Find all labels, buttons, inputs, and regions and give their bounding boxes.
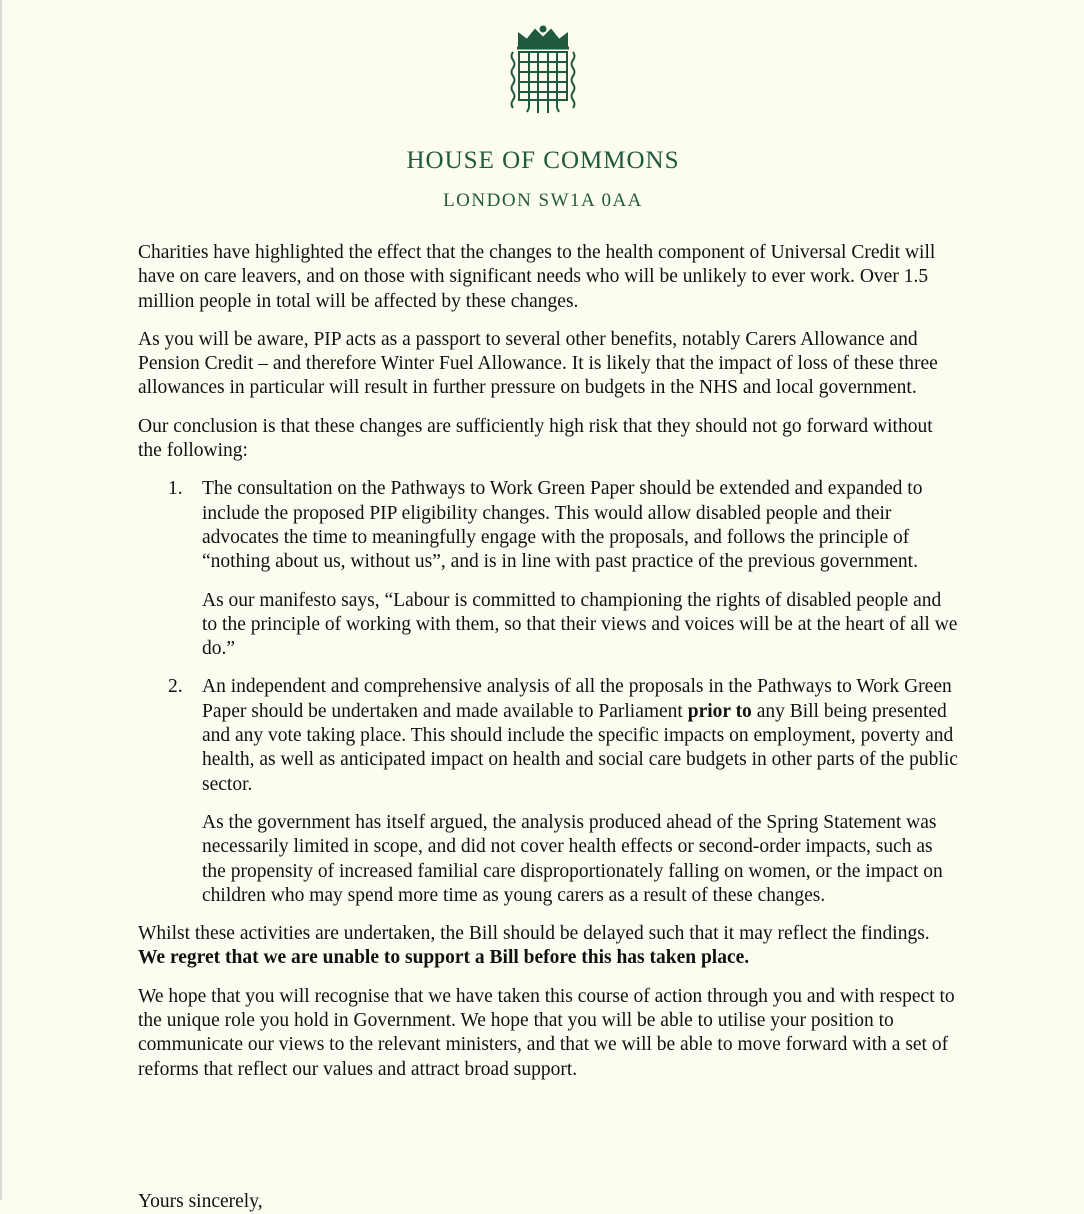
- paragraph-1: Charities have highlighted the effect that the changes to the health component of Universal Credit will have on care leavers, and on those with significant needs who will be unlikely to ever work. Over 1.5 million people in total will be affected by these changes.: [138, 242, 936, 312]
- list-item-2-text: [202, 675, 958, 796]
- list-number-1: 1.: [168, 478, 183, 500]
- list-item-2-text-bold: prior to: [687, 700, 752, 722]
- list-item-1: [138, 477, 958, 661]
- list-item-2-text-after: any Bill being presented and any vote taking place. This should include the specific impacts on employment, poverty and health, as well as anticipated impact on health and social care budgets in other parts of the public sector.: [202, 700, 958, 795]
- portcullis-crest-icon: [505, 26, 581, 118]
- list-item-2-text-before: An independent and comprehensive analysis of all the proposals in the Pathways to Work Green Paper should be undertaken and made available to Parliament: [202, 676, 952, 722]
- list-item-1-text: The consultation on the Pathways to Work Green Paper should be extended and expanded to include the proposed PIP eligibility changes. This would allow disabled people and their advocates the time to meaningfully engage with the proposals, and follows the principle of “nothing about us, without us”, and is in line with past practice of the previous government.: [202, 478, 923, 573]
- list-item-2-sub: As the government has itself argued, the analysis produced ahead of the Spring Statement was necessarily limited in scope, and did not cover health effects or second-order impacts, such as the propensity of increased familial care disproportionately falling on women, or the impact on children who may spend more time as young carers as a result of these changes.: [202, 811, 943, 906]
- paragraph-4: [138, 922, 958, 971]
- list-item-1-sub: As our manifesto says, “Labour is committed to championing the rights of disabled people and to the principle of working with them, so that their views and voices will be at the heart of all we do.”: [202, 589, 958, 660]
- list-number-2: 2.: [168, 676, 183, 698]
- paragraph-4-bold: We regret that we are unable to support a Bill before this has taken place.: [138, 947, 750, 969]
- paragraph-5: We hope that you will recognise that we have taken this course of action through you and with respect to the unique role you hold in Government. We hope that you will be able to utilise your position to communicate our views to the relevant ministers, and that we will be able to move forward with a set of reforms that reflect our values and attract broad support.: [138, 985, 955, 1080]
- letter-body: [138, 241, 958, 1096]
- paragraph-4-normal: Whilst these activities are undertaken, the Bill should be delayed such that it may reflect the findings.: [138, 923, 930, 945]
- letterhead-title: HOUSE OF COMMONS: [406, 147, 680, 174]
- signoff: Yours sincerely,: [138, 1191, 263, 1212]
- list-item-2: [138, 675, 958, 908]
- paragraph-2: As you will be aware, PIP acts as a passport to several other benefits, notably Carers Allowance and Pension Credit – and therefore Winter Fuel Allowance. It is likely that the impact of loss of these three allowances in particular will result in further pressure on budgets in the NHS and local government.: [138, 328, 938, 399]
- paragraph-3: Our conclusion is that these changes are sufficiently high risk that they should not go forward without the following:: [138, 415, 933, 462]
- letterhead-address: LONDON SW1A 0AA: [443, 190, 643, 211]
